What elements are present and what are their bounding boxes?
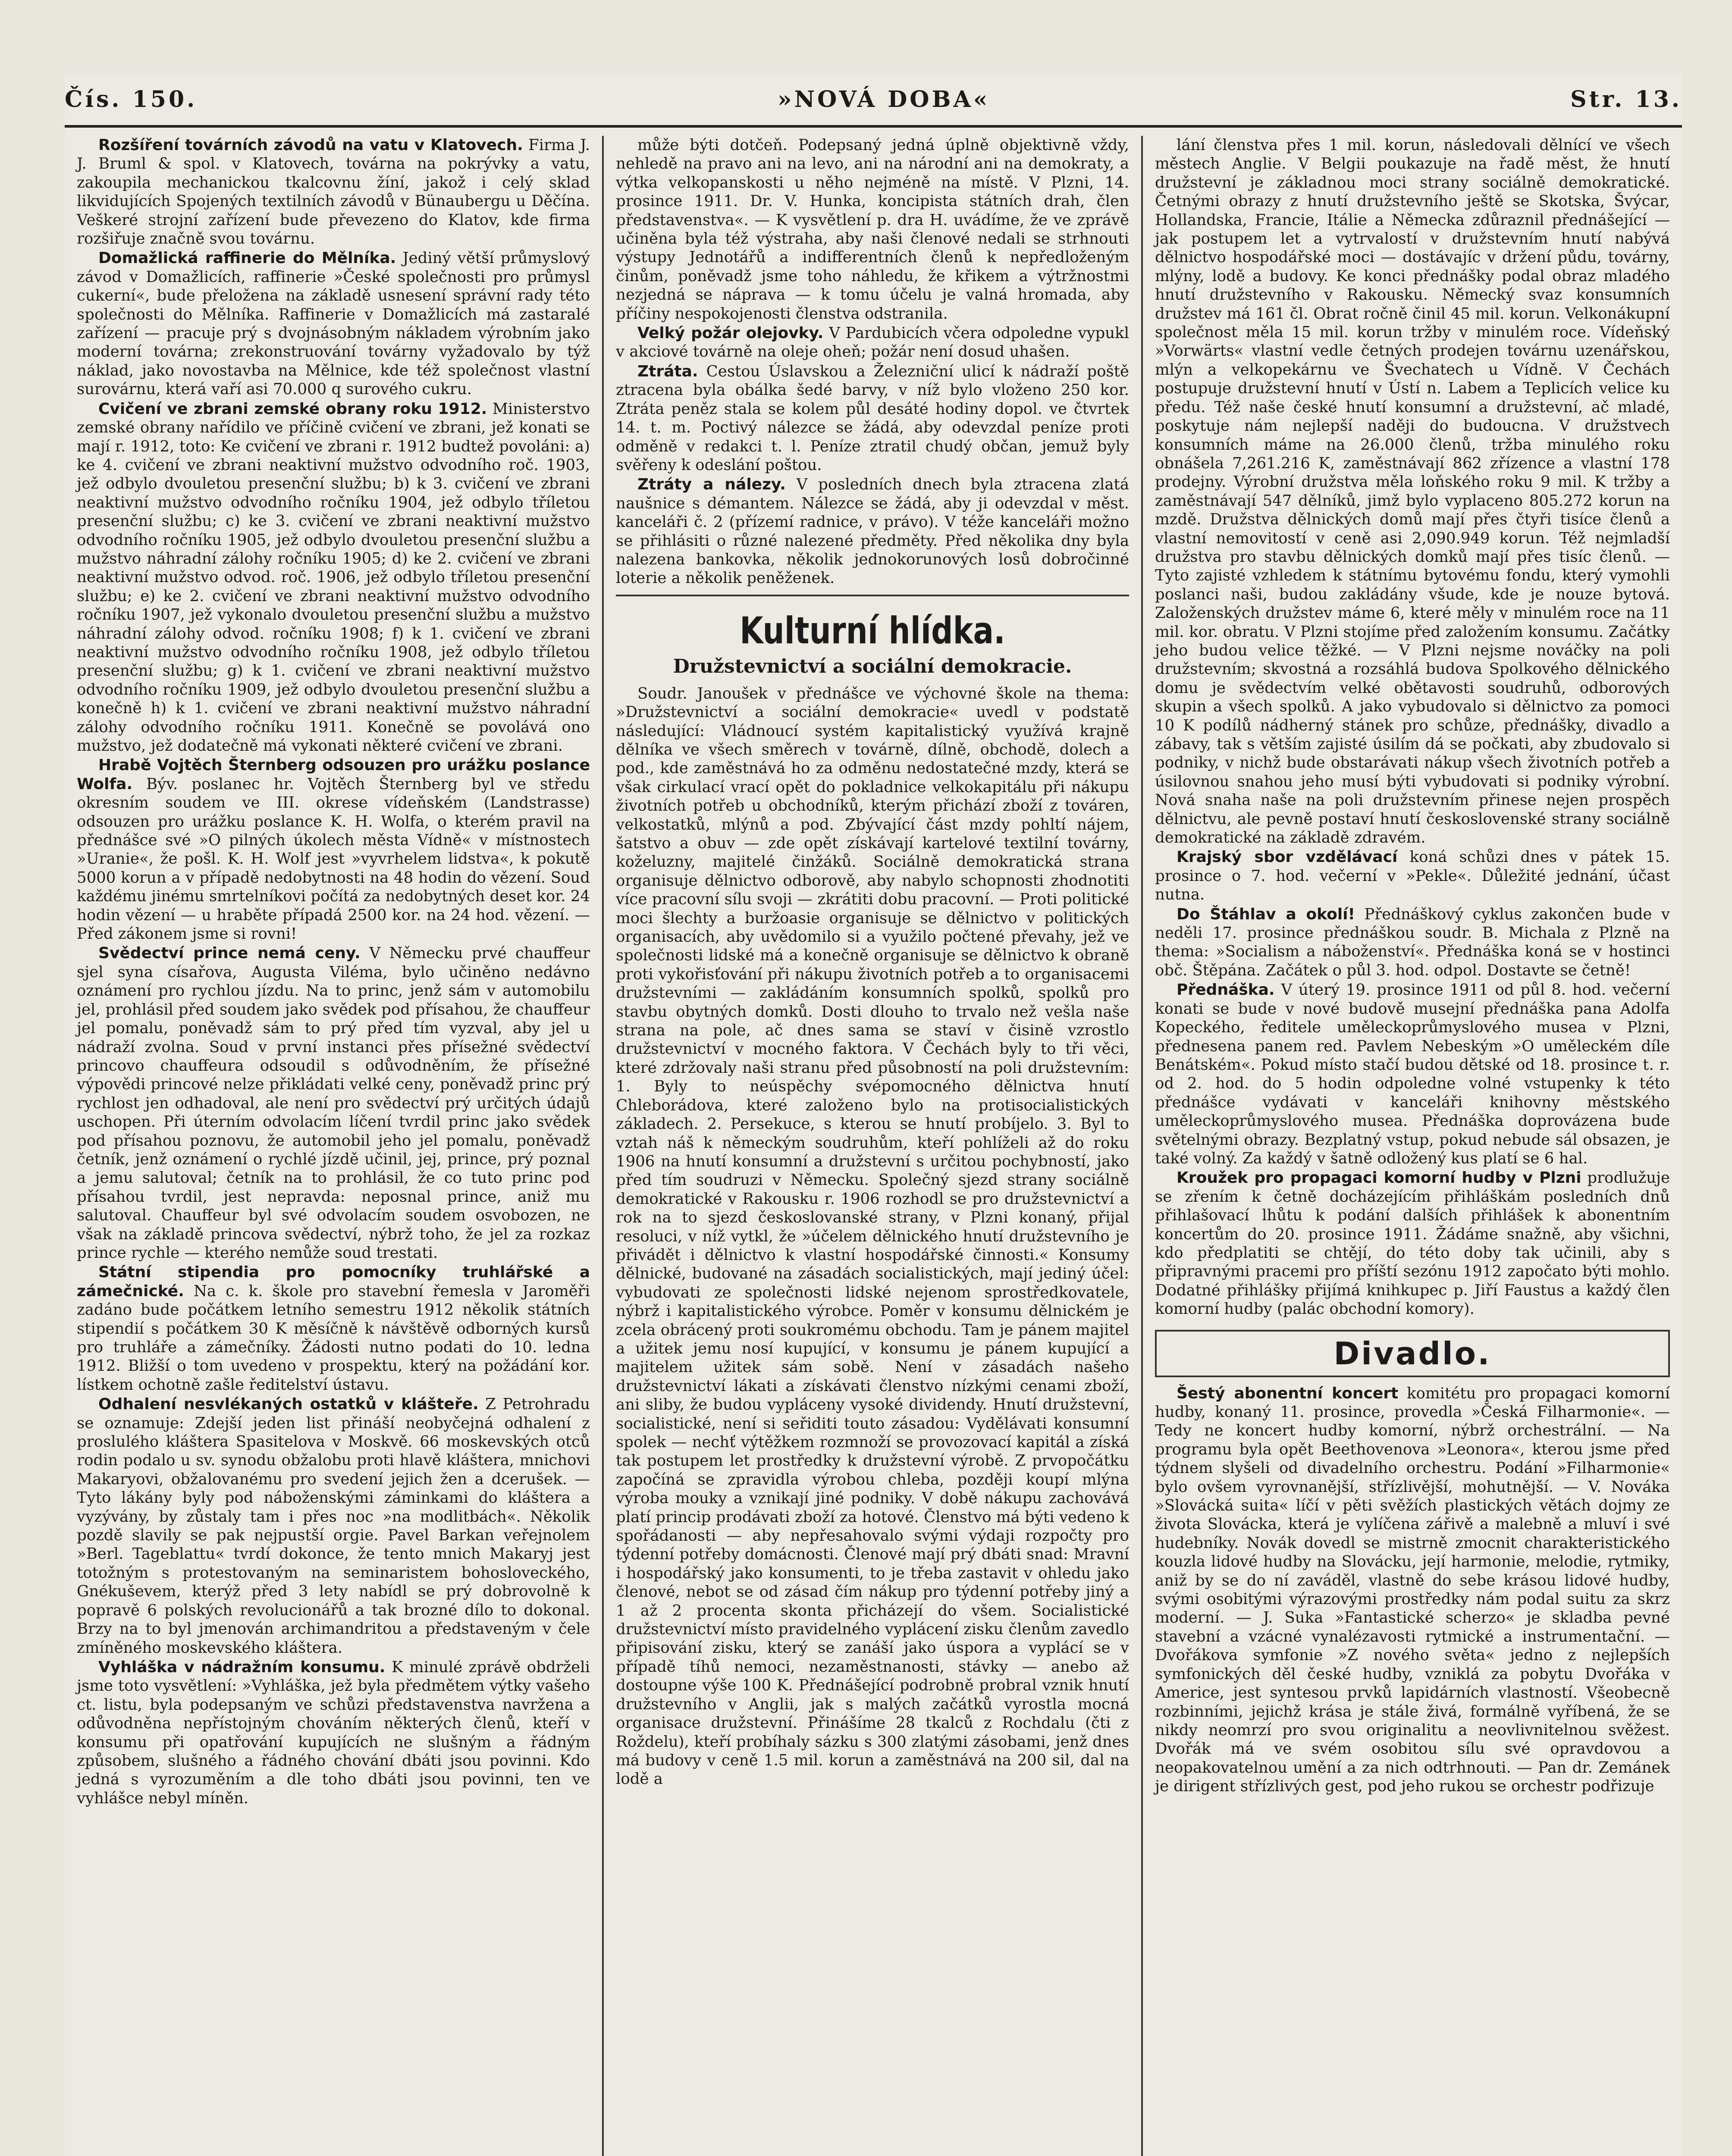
news-article bbox=[1155, 905, 1670, 980]
news-article bbox=[616, 475, 1129, 587]
news-article bbox=[77, 136, 590, 248]
article-text: Cestou Úslavskou a Železniční ulicí k nádraží poště ztracena byla obálka šedé barvy, v níž bylo vloženo 250 kor. Ztráta peněz stala se kolem půl desáté hodiny dopol. ve čtvrtek 14. t. m. Poctivý nálezce se žádá, aby odevzdal peníze proti odměně v redakci t. l. Peníze ztratil chudý občan, jemuž byly svěřeny k odeslání poštou. bbox=[616, 362, 1129, 474]
columns bbox=[65, 136, 1682, 2156]
article-paragraph bbox=[616, 362, 1129, 474]
news-article bbox=[77, 756, 590, 943]
article-text: Soudr. Janoušek v přednášce ve výchovné škole na thema: »Družstevnictví a sociální demokracie« uvedl v podstatě následující: Vládnoucí systém kapitalistický využívá krajně dělníka ve všech směrech v továrně, dílně, obchodě, dolech a pod., kde zaměstnává ho za odměnu nedostatečné mzdy, která se však cirkulací vrací opět do pokladnice velkokapitálu při nákupu životních potřeb u obchodníků, kterým přichází zboží z továren, velkostatků, mlýnů a pod. Zbývající část mzdy pohltí nájem, šatstvo a obuv — zde opět získávají kartelové textilní továrny, koželuzny, majitelé činžáků. Sociálně demokratická strana organisuje dělnictvo odborově, aby nabylo schopnosti zhodnotiti více pracovní sílu svoji — zkrátiti dobu pracovní. — Proti politické moci šlechty a buržoasie organisuje se dělnictvo v politických organisacích, aby uvědomilo si a využilo počtené převahy, jež ve společnosti lidské má a konečně organisuje se dělnictvo k obraně proti vykořisťování při nákupu životních potřeb a to organisacemi družstevními — zakládáním konsumních spolků, spolků pro stavbu obytných domků. Dosti dlouho to trvalo než vešla naše strana na pole, ač dnes sama se staví v čisině vzrostlo družstevnictví v mocného faktora. V Čechách byly to tři věci, které zdržovaly naši stranu před působností na poli družstevním: 1. Byly to neúspěchy svépomocného dělnictva hnutí Chleborádova, které založeno bylo na protisocialistických základech. 2. Persekuce, s kterou se hnutí probíjelo. 3. Byl to vztah náš k německým soudruhům, kteří pohlíželi až do roku 1906 na hnutí konsumní a družstevní s určitou pochybností, jako před tím soudruzi v Německu. Společný sjezd strany sociálně demokratické v Rakousku r. 1906 rozhodl se pro družstevnictví a rok na to sjezd českoslovanské strany, v Plzni konaný, přijal resoluci, v níž vytkl, že »účelem dělnického hnutí družstevního je přivádět i dělnictvo k vlastní hospodářské činnosti.« Konsumy dělnické, budované na zásadách socialistických, mají jediný účel: vybudovati ze společnosti lidské nejenom sprostředkovatele, nýbrž i kapitalistického výrobce. Poměr v konsumu dělnickém je zcela obrácený proti soukromému obchodu. Tam je pánem majitel a užitek jemu nosí kupující, v konsumu je pánem kupující a majitelem užitek sám sobě. Není v zásadách našeho družstevnictví lákati a získávati členstvo nízkými cenami zboží, ani sliby, že budou vypláceny vysoké dividendy. Hnutí družstevní, socialistické, není si seřiditi touto zásadou: Vydělávati konsumní spolek — nechť výtěžkem rozmnoží se provozovací kapitál a získá tak postupem let prostředky k družstevní výrobě. Z prvopočátku započíná se zpravidla výrobou chleba, později koupí mlýna výroba mouky a vznikají jiné podniky. V době nákupu zachovává platí princip prodávati zboží za hotové. Členstvo má býti vedeno k spořádanosti — aby nepřesahovalo svými výdaji rozpočty pro týdenní potřeby domácnosti. Členové mají prý dbáti snad: Mravní i hospodářský jako konsumenti, to je třeba zastavit v ohledu jako členové, nebot se od zásad čím nákup pro týdenní potřeby jiný a 1 až 2 procenta skonta přicházejí do všem. Socialistické družstevnictví místo pravidelného vyplácení zisku členům zavedlo připisování zisku, který se zanáší jako úspora a vyplácí se v případě tíhů nemoci, nezaměstnanosti, stávky — anebo až dostoupne výše 100 K. Přednášející podrobně probral vznik hnutí družstevního v Anglii, jak s malých začátků vyrostla mocná organisace družstevní. Přinášíme 28 tkalců z Rochdalu (čti z Roždelu), kteří probíhaly sázku s 300 zlatými zásobami, jenž dnes má budovy v ceně 1.5 mil. korun a zaměstnává na 200 sil, dal na lodě a bbox=[616, 684, 1129, 1788]
article-text: Jediný větší průmyslový závod v Domažlicích, raffinerie »České společnosti pro průmysl cukerní«, bude přeložena na základě usnesení správní rady této společnosti do Mělníka. Raffinerie v Domažlicích má zastaralé zařízení — pracuje prý s dvojnásobným nákladem výrobním jako moderní továrna; zrekonstruování továrny vyžadovalo by týž náklad, jako novostavba na Mělnice, kde též společnost vlastní surovárnu, která vaří asi 70.000 q surového cukru. bbox=[77, 249, 590, 398]
article-text: Firma J. J. Bruml & spol. v Klatovech, továrna na pokrývky a vatu, zakoupila mechanickou tkalcovnu žíní, jakož i celý sklad likvidujících Spojených textilních závodů v Bünaubergu u Děčína. Veškeré strojní zařízení bude převezeno do Klatov, kde firma rozšiřuje značně svou továrnu. bbox=[77, 136, 590, 248]
article-text: Ministerstvo zemské obrany nařídilo ve příčině cvičení ve zbrani, jež konati se mají r. 1912, toto: Ke cvičení ve zbrani r. 1912 budtež povoláni: a) ke 4. cvičení ve zbrani neaktivní mužstvo odvodního roč. 1903, jež odbylo dvouletou presenční službu; b) k 3. cvičení ve zbrani neaktivní mužstvo odvodního ročníku 1904, jež odbylo tříletou presenční službu; c) ke 3. cvičení ve zbrani neaktivní mužstvo odvodního ročníku 1905, jež odbylo dvouletou presenční službu a mužstvo náhradní zálohy ročníku 1905; d) ke 2. cvičení ve zbrani neaktivní mužstvo odvod. roč. 1906, jež odbylo tříletou presenční službu; e) ke 2. cvičení ve zbrani neaktivní mužstvo odvodního ročníku 1907, jež vykonalo dvouletou presenční službu a mužstvo náhradní zálohy odvod. ročníku 1908; f) k 1. cvičení ve zbrani neaktivní mužstvo odvodního ročníku 1908, jež odbylo tříletou presenční službu; g) k 1. cvičení ve zbrani neaktivní mužstvo odvodního ročníku 1909, jež odbylo dvouletou presenční službu a konečně h) k 1. cvičení ve zbrani neaktivní mužstvo náhradní zálohy odvodního ročníku 1911. Konečně se povolává ono mužstvo, jež dodatečně má vykonati některé cvičení ve zbrani. bbox=[77, 400, 590, 755]
article-paragraph bbox=[1155, 1384, 1670, 1796]
article-text: Přednáškový cyklus zakončen bude v neděli 17. prosince přednáškou soudr. B. Michala z Plzně na thema: »Socialism a náboženství«. Přednáška koná se v hostinci obč. Štěpána. Začátek o půl 3. hod. odpol. Dostavte se četně! bbox=[1155, 905, 1670, 979]
article-paragraph bbox=[616, 136, 1129, 323]
news-article bbox=[616, 362, 1129, 474]
article-paragraph bbox=[77, 1263, 590, 1394]
article-headline: Hrabě Vojtěch Šternberg odsouzen pro urážku poslance Wolfa. bbox=[77, 756, 590, 793]
article-headline: Rozšíření továrních závodů na vatu v Klatovech. bbox=[98, 136, 523, 154]
column-1 bbox=[65, 136, 604, 2156]
article-text: K minulé zprávě obdrželi jsme toto vysvětlení: »Vyhláška, jež byla předmětem výtky vašeho ct. listu, byla podepsaným ve schůzi představenstva navržena a odůvodněna nepřístojným chováním některých členů, kteří v konsumu při opatřování kupujících ne slušným a řádným způsobem, slušného a řádného chování dbáti jsou povinni. Kdo jedná s vyrozuměním a dle toho dbáti jsou povinni, ten ve vyhlášce nebyl míněn. bbox=[77, 1658, 590, 1807]
article-text: V Německu prvé chauffeur sjel syna císařova, Augusta Viléma, bylo učiněno nedávno oznámení pro rychlou jízdu. Na to princ, jenž sám v automobilu jel, prohlásil před soudem jako svědek pod přísahou, že chauffeur jel pomalu, poněvadž sám to prý před tím vyzval, aby jel u nádraží zvolna. Soud v první instanci přes přísežné svědectví princovo chauffeura odsoudil s odůvodněním, že přísežné výpovědi princové nelze přikládati velké ceny, poněvadž princ prý rychlost jen odhadoval, ale není pro svědectví prý určitých údajů uschopen. Při úterním odvolacím líčení tvrdil princ jako svědek pod přísahou poznovu, že automobil jeho jel pomalu, poněvadž četník, jenž oznámení o rychlé jízdě učinil, jej, prince, prý poznal a jemu salutoval; četník na to prohlásil, že co tuto princ pod přísahou tvrdil, jest nepravda: neposnal prince, aniž mu salutoval. Chauffeur byl své odvolacím soudem osvobozen, ne však na základě princova svědectví, nýbrž toho, že jel za rozkaz prince rychle — kterého nemůže soud trestati. bbox=[77, 944, 590, 1262]
news-article bbox=[616, 684, 1129, 1789]
article-text: V posledních dnech byla ztracena zlatá naušnice s démantem. Nálezce se žádá, aby ji odevzdal v měst. kanceláři č. 2 (přízemí radnice, v právo). V téže kanceláři možno se přihlásiti o různé nalezené předměty. Před několika dny byla nalezena bankovka, několik jednokorunových losů dobročinné loterie a několik peněženek. bbox=[616, 476, 1129, 587]
news-article bbox=[1155, 848, 1670, 904]
news-article bbox=[77, 1395, 590, 1657]
newspaper-page bbox=[65, 73, 1682, 2156]
article-headline: Odhalení nesvlékaných ostatků v klášteře. bbox=[98, 1395, 479, 1413]
news-article bbox=[1155, 1384, 1670, 1796]
article-text: lání členstva přes 1 mil. korun, následovali dělnící ve všech městech Anglie. V Belgii poukazuje na řadě měst, že hnutí družstevní je základnou moci strany sociálně demokratické. Četnými obrazy z hnutí družstevního ještě se Skotska, Švýcar, Hollandska, Francie, Itálie a Německa zdůraznil přednášející — jak postupem let a vytrvalostí v družstevním hnutí nabývá dělnictvo hospodářské moci — dostávajíc v držení půdu, továrny, mlýny, lodě a budovy. Ke konci přednášky podal obraz mladého hnutí družstevního v Rakousku. Německý svaz konsumních družstev má 161 čl. Obrat ročně činil 45 mil. korun. Velkonákupní společnost měla 15 mil. korun tržby v minulém roce. Vídeňský »Vorwärts« vlastní vedle četných prodejen továrnu uzenářskou, mlýn a velkopekárnu ve Švechatech u Vídně. V Čechách postupuje družstevní hnutí v Ústí n. Labem a Teplicích velice ku předu. Též naše české hnutí konsumní a družstevní, ač mladé, poskytuje nám nejlepší naději do budoucna. V družstvech konsumních máme na 26.000 členů, tržba minulého roku obnášela 7,261.216 K, zaměstnávají 862 zřízence a vlastní 178 prodejny. Výrobní družstva měla loňského roku 9 mil. K tržby a zaměstnávají 547 dělníků, jimž bylo vyplaceno 805.272 korun na mzdě. Družstva dělnických domů mají přes čtyři tisíce členů a vlastní nemovitostí v ceně asi 2,090.949 korun. Též nejmladší družstva pro stavbu dělnických domků mají přes tisíc členů. — Tyto zajisté vzhledem k státnímu bytovému fondu, který vymohli poslanci naši, budou zakládány všude, kde je nouze bytová. Založenských družstev máme 6, které měly v minulém roce na 11 mil. kor. obratu. V Plzni stojíme před založením konsumu. Začátky jeho budou velice těžké. — V Plzni nejsme nováčky na poli družstevním; skvostná a rozsáhlá budova Spolkového dělnického domu je svědectvím velké obětavosti soudruhů, odborových skupin a všech spolků. A jako vybudovalo si dělnictvo za pomoci 10 K podílů nádherný stánek pro schůze, přednášky, divadlo a zábavy, tak s větším zajisté úsilím dá se počkati, aby zbudovalo si podniky, v nichž bude obstarávati nákup všech životních potřeb a úsilovnou snahou jeho musí býti vybudovati si podniky výrobní. Nová snaha naše na poli družstevním přinese nejen prospěch dělnictvu, ale pevně postaví hnutí československé strany sociálně demokratické na základě zdravém. bbox=[1155, 136, 1670, 847]
news-article bbox=[77, 1263, 590, 1394]
article-paragraph bbox=[77, 944, 590, 1262]
article-paragraph bbox=[77, 1658, 590, 1808]
article-text: prodlužuje se zřením k četně docházejícím přihláškám posledních dnů přihlašovací lhůtu k podání dalších přihlášek k abonentním koncertům do 20. prosince 1911. Žádáme snažně, aby všichni, kdo předplatiti se chtějí, do této doby tak učinili, aby s připravnými pracemi pro příští sezónu 1912 započato býti mohlo. Dodatné přihlášky přijímá knihkupec p. Jiří Faustus a každý člen komorní hudby (palác obchodní komory). bbox=[1155, 1169, 1670, 1318]
article-text: může býti dotčeň. Podepsaný jedná úplně objektivně vždy, nehledě na pravo ani na levo, ani na národní ani na demokraty, a výtka velkopanskosti u něho nejméně na místě. V Plzni, 14. prosince 1911. Dr. V. Hunka, koncipista státních drah, člen představenstva«. — K vysvětlení p. dra H. uvádíme, že ve zprávě učiněna byla též výstraha, aby naši členové nedali se strhnouti výstupy Jednotářů a indifferentních členů k nepředloženým činům, poněvadž jsme toho náhledu, že křikem a výtržnostmi nezjedná se náprava — k tomu účelu je valná hromada, aby příčiny nespokojenosti členstva odstranila. bbox=[616, 136, 1129, 323]
article-headline: Kroužek pro propagaci komorní hudby v Plzni bbox=[1177, 1169, 1581, 1187]
article-paragraph bbox=[1155, 1169, 1670, 1318]
news-article bbox=[1155, 1169, 1670, 1318]
news-article bbox=[77, 400, 590, 755]
page-number: Str. 13. bbox=[1570, 86, 1682, 113]
article-headline: Přednáška. bbox=[1177, 981, 1275, 999]
news-article bbox=[77, 249, 590, 398]
article-headline: Krajský sbor vzdělávací bbox=[1177, 848, 1398, 866]
article-paragraph bbox=[1155, 136, 1670, 847]
news-article bbox=[1155, 136, 1670, 847]
article-paragraph bbox=[616, 684, 1129, 1789]
news-article bbox=[616, 136, 1129, 323]
article-paragraph bbox=[77, 249, 590, 398]
news-article bbox=[77, 1658, 590, 1808]
article-paragraph bbox=[77, 756, 590, 943]
article-paragraph bbox=[1155, 981, 1670, 1168]
article-paragraph bbox=[77, 1395, 590, 1657]
article-paragraph bbox=[77, 136, 590, 248]
newspaper-title: »NOVÁ DOBA« bbox=[778, 86, 990, 113]
article-text: komitétu pro propagaci komorní hudby, konaný 11. prosince, provedla »Česká Filharmonie«. — Tedy ne koncert hudby komorní, nýbrž orchestrální. — Na programu byla opět Beethovenova »Leonora«, kterou jsme před týdnem slyšeli od divadelního orchestru. Podání »Filharmonie« bylo ovšem vyrovnanější, střízlivější, mohutnější. — V. Nováka »Slovácká suita« líčí v pěti svěžích plastických větách dojmy ze života Slovácka, která je vylíčena zářivě a malebně a mluví i své hudebníky. Novák dovedl se mistrně zmocnit charakteristického kouzla lidové hudby na Slovácku, její harmonie, melodie, rytmiky, aniž by se do ní zaváděl, vlastně do sebe krásou lidové hudby, svými osobitými výrazovými prostředky nám podal suitu za skrz moderní. — J. Suka »Fantastické scherzo« je skladba pevné stavební a vzácné vynalézavosti rytmické a instrumentační. — Dvořákova symfonie »Z nového světa« jedno z nejlepších symfonických děl české hudby, vzniklá za pobytu Dvořáka v Americe, jest syntesou prvků lapidárních vlastností. Všeobecně rozbinními, jejichž krása je stále živá, formálně vyříbená, že se nikdy neomrzí pro svou originalitu a neovlivnitelnou svěžest. Dvořák má ve svém osobitou sílu své opravdovou a neopakovatelnou umění a za nich odtrhnouti. — Pan dr. Zemánek je dirigent střízlivých gest, pod jeho rukou se orchestr podřizuje bbox=[1155, 1384, 1670, 1796]
column-2 bbox=[604, 136, 1143, 2156]
article-headline: Ztráta. bbox=[637, 362, 698, 380]
article-headline: Velký požár olejovky. bbox=[637, 324, 824, 342]
article-headline: Vyhláška v nádražním konsumu. bbox=[98, 1658, 386, 1676]
article-headline: Domažlická raffinerie do Mělníka. bbox=[98, 249, 396, 267]
column-3 bbox=[1143, 136, 1682, 2156]
article-headline: Do Štáhlav a okolí! bbox=[1177, 905, 1355, 923]
article-headline: Cvičení ve zbrani zemské obrany roku 1912. bbox=[98, 400, 487, 418]
article-text: Na c. k. škole pro stavební řemesla v Jaroměři zadáno bude počátkem letního semestru 1912 několik státních stipendií s počátkem 30 K měsíčně k návštěvě odborných kursů pro truhláře a zámečníky. Žádosti nutno podati do 10. ledna 1912. Bližší o tom uvedeno v prospektu, který na požádání kor. lístkem ochotně zašle ředitelství ústavu. bbox=[77, 1282, 590, 1394]
page-header bbox=[65, 73, 1682, 128]
news-article bbox=[616, 324, 1129, 361]
article-text: koná schůzi dnes v pátek 15. prosince o 7. hod. večerní v »Pekle«. Důležité jednání, účast nutna. bbox=[1155, 848, 1670, 904]
article-paragraph bbox=[616, 475, 1129, 587]
article-text: V Pardubicích včera odpoledne vypukl v akciové továrně na oleje oheň; požár není dosud uhašen. bbox=[616, 324, 1129, 361]
article-headline: Státní stipendia pro pomocníky truhlářské a zámečnické. bbox=[77, 1263, 590, 1300]
article-text: Býv. poslanec hr. Vojtěch Šternberg byl ve středu okresním soudem ve III. okrese vídeňském (Landstrasse) odsouzen pro urážku poslance K. H. Wolfa, o kterém pravil na přednášce své »O pilných úkolech města Vídně« v místnostech »Uranie«, že pošl. K. H. Wolf jest »vyvrhelem lidstva«, k pokutě 5000 korun a v případě nedobytnosti na 48 hodin do vězení. Soud každému jinému smrtelníkovi počítá za nedobytných deset kor. 24 hodin vězení — u hraběte případá 2500 kor. na 24 hod. vězení. — Před zákonem jsme si rovni! bbox=[77, 775, 590, 943]
section-divider bbox=[616, 595, 1129, 596]
article-paragraph bbox=[77, 400, 590, 755]
section-subtitle: Družstevnictví a sociální demokracie. bbox=[673, 655, 1072, 677]
article-text: V úterý 19. prosince 1911 od půl 8. hod. večerní konati se bude v nové budově musejní přednáška pana Adolfa Kopeckého, ředitele uměleckoprůmyslového musea v Plzni, přednesena panem red. Pavlem Nebeským »O uměleckém díle Benátském«. Pokud místo stačí budou dětské od 18. prosince t. r. od 2. hod. do 5 hodin odpoledne volné vstupenky k této přednášce vydávati v kanceláři knihovny městského uměleckoprůmyslového musea. Přednáška doprovázena bude světelnými obrazy. Bezplatný vstup, pokud nebude sál obsazen, je také volný. Za každý v šatně odložený kus platí se 6 hal. bbox=[1155, 981, 1670, 1167]
article-text: Z Petrohradu se oznamuje: Zdejší jeden list přináší neobyčejná odhalení z proslulého kláštera Spasitelova v Moskvě. 66 moskevských otců rodin podalo u sv. synodu obžalobu proti hlavě kláštera, mnichovi Makaryovi, obžalovanému pro svedení jejich žen a dcerušek. — Tyto lákány byly pod náboženskými záminkami do kláštera a vyzývány, by zůstaly tam i přes noc »na modlitbách«. Několik pozdě slavily se pak nejpustší orgie. Pavel Barkan veřejnolem »Berl. Tageblattu« tvrdí dokonce, že tento mnich Makaryj jest totožným s protestovaným na seminaristem bohosloveckého, Gnékuševem, kterýž před 3 lety nabídl se prý dobrovolně k popravě 6 polských revolucionářů a tak brozné dílo to dokonal. Brzy na to byl jmenován archimandritou a představeným v čele zmíněného moskevského kláštera. bbox=[77, 1395, 590, 1657]
news-article bbox=[1155, 981, 1670, 1168]
theatre-section-title: Divadlo. bbox=[1155, 1330, 1670, 1377]
news-article bbox=[77, 944, 590, 1262]
section-title: Kulturní hlídka. bbox=[740, 609, 1005, 652]
article-headline: Svědectví prince nemá ceny. bbox=[98, 944, 361, 962]
issue-number: Čís. 150. bbox=[65, 86, 198, 113]
article-headline: Šestý abonentní koncert bbox=[1177, 1384, 1399, 1402]
article-paragraph bbox=[1155, 848, 1670, 904]
article-paragraph bbox=[616, 324, 1129, 361]
article-headline: Ztráty a nálezy. bbox=[637, 476, 786, 494]
article-paragraph bbox=[1155, 905, 1670, 980]
